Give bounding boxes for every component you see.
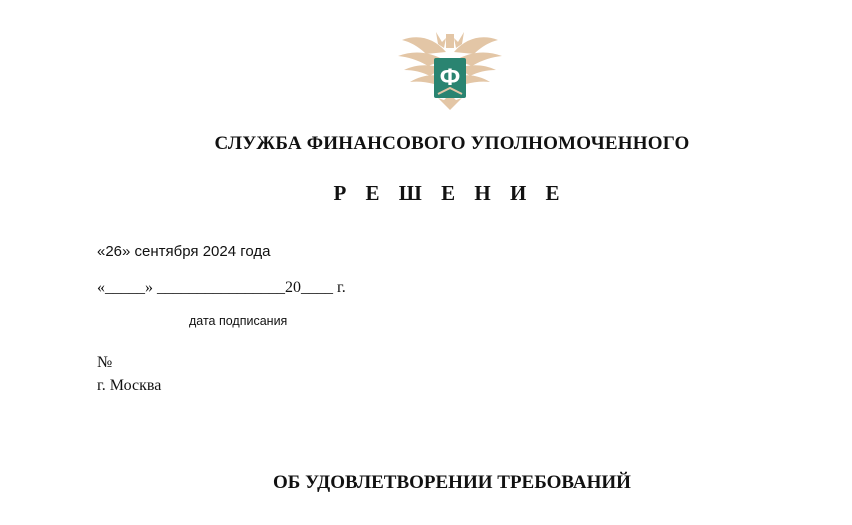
signing-date-caption: дата подписания — [189, 314, 288, 328]
document-number: № — [97, 354, 113, 371]
emblem-letter: Ф — [439, 64, 461, 91]
document-city: г. Москва — [97, 377, 162, 394]
eagle-emblem-icon — [396, 28, 504, 110]
document-subject: ОБ УДОВЛЕТВОРЕНИИ ТРЕБОВАНИЙ — [273, 472, 631, 493]
decision-date: «26» сентября 2024 года — [97, 243, 271, 260]
organization-name: СЛУЖБА ФИНАНСОВОГО УПОЛНОМОЧЕННОГО — [214, 133, 690, 154]
document-title: Р Е Ш Е Н И Е — [333, 181, 567, 205]
signing-date-blank: «_____» ________________20____ г. — [97, 279, 346, 296]
